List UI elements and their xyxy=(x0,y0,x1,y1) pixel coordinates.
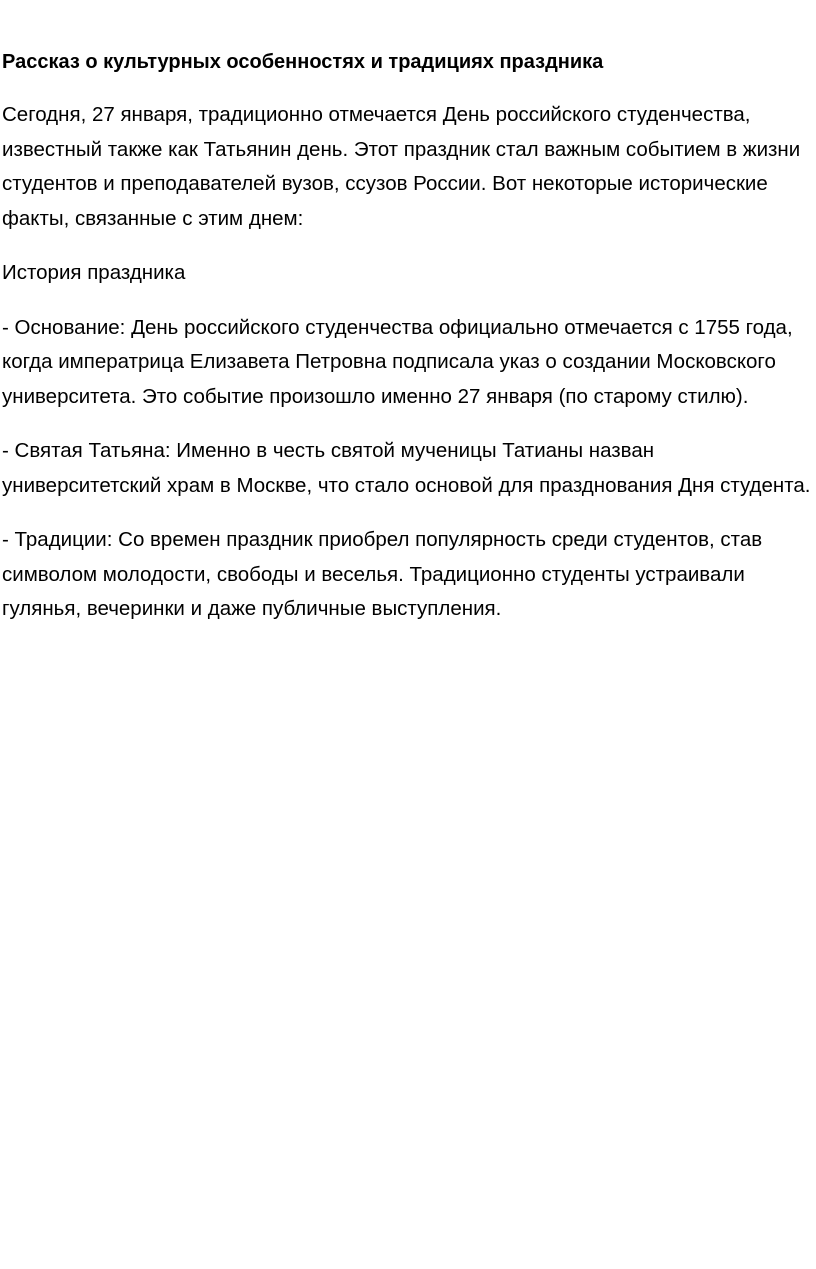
history-item-founding: - Основание: День российского студенчества официально отмечается с 1755 года, когда императрица Елизавета Петровна подписала указ о создании Московского университета. Это событие произошло именно 27 января (по старому стилю). xyxy=(2,315,793,408)
document-title: Рассказ о культурных особенностях и традициях праздника xyxy=(2,51,604,73)
section-heading: История праздника xyxy=(2,261,186,284)
history-item-saint-tatiana: - Святая Татьяна: Именно в честь святой мученицы Татианы назван университетский храм в Москве, что стало основой для празднования Дня студента. xyxy=(2,439,811,497)
history-item-traditions: - Традиции: Со времен праздник приобрел популярность среди студентов, став символом молодости, свободы и веселья. Традиционно студенты устраивали гулянья, вечеринки и даже публичные выступления. xyxy=(2,528,763,620)
intro-paragraph: Сегодня, 27 января, традиционно отмечается День российского студенчества, известный также как Татьянин день. Этот праздник стал важным событием в жизни студентов и преподавателей вузов, ссузов России. Вот некоторые исторические факты, связанные с этим днем: xyxy=(2,103,801,230)
